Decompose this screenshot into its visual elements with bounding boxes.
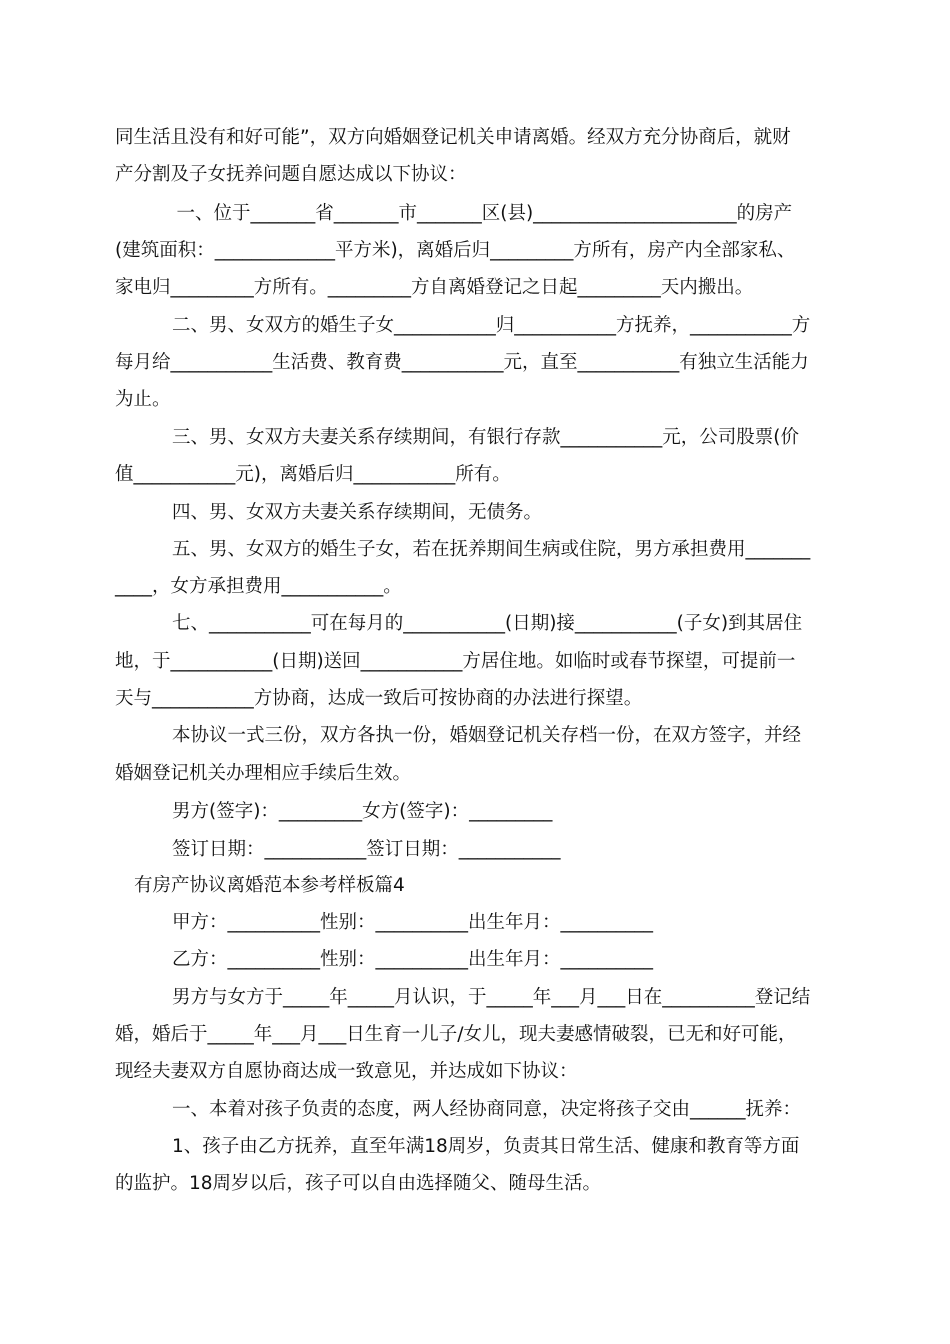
preamble-line: 男方与女方于_____年_____月认识，于_____年___月___日在__________登记结	[172, 987, 811, 1008]
clause-7-line: 七、___________可在每月的___________(日期)接___________(子女)到其居住	[172, 613, 803, 634]
clause-5-line: ____，女方承担费用___________。	[115, 576, 402, 597]
preamble-line: 现经夫妻双方自愿协商达成一致意见，并达成如下协议：	[115, 1061, 578, 1082]
clause-2-line: 为止。	[115, 389, 171, 410]
clause-4-line: 四、男、女双方夫妻关系存续期间，无债务。	[172, 502, 543, 523]
custody-detail-line: 1、孩子由乙方抚养，直至年满18周岁，负责其日常生活、健康和教育等方面	[172, 1136, 800, 1157]
clause-7-line: 地，于___________(日期)送回___________方居住地。如临时或春节探望，可提前一	[115, 651, 796, 672]
clause-2-line: 每月给___________生活费、教育费___________元，直至___________有独立生活能力	[115, 352, 809, 373]
clause-7-line: 天与___________方协商，达成一致后可按协商的办法进行探望。	[115, 688, 643, 709]
clause-3-line: 三、男、女双方夫妻关系存续期间，有银行存款___________元，公司股票(价	[172, 427, 799, 448]
paragraph-line: 同生活且没有和好可能”，双方向婚姻登记机关申请离婚。经双方充分协商后，就财	[115, 127, 791, 148]
party-b-line: 乙方：__________性别：__________出生年月：__________	[172, 949, 654, 970]
clause-1-line: 家电归_________方所有。_________方自离婚登记之日起_________天内搬出。	[115, 277, 754, 298]
clause-1-line: 一、位于_______省_______市_______区(县)______________________的房产	[158, 203, 793, 224]
party-a-line: 甲方：__________性别：__________出生年月：__________	[172, 912, 654, 933]
paragraph-line: 产分割及子女抚养问题自愿达成以下协议：	[115, 164, 467, 185]
clause-2-line: 二、男、女双方的婚生子女___________归___________方抚养，___________方	[172, 315, 811, 336]
clause-5-line: 五、男、女双方的婚生子女，若在抚养期间生病或住院，男方承担费用_______	[172, 539, 811, 560]
agreement-copies-line: 本协议一式三份，双方各执一份，婚姻登记机关存档一份，在双方签字，并经	[172, 725, 802, 746]
agreement-copies-line: 婚姻登记机关办理相应手续后生效。	[115, 763, 412, 784]
custody-clause-line: 一、本着对孩子负责的态度，两人经协商同意，决定将孩子交由______抚养：	[172, 1099, 802, 1120]
sign-date-line: 签订日期：___________签订日期：___________	[172, 839, 561, 860]
clause-1-line: (建筑面积：_____________平方米)，离婚后归_________方所有，房产内全部家私、	[115, 240, 796, 261]
clause-3-line: 值___________元)，离婚后归___________所有。	[115, 464, 511, 485]
section-title: 有房产协议离婚范本参考样板篇4	[134, 875, 405, 896]
signature-line: 男方(签字)：_________女方(签字)：_________	[172, 801, 553, 822]
custody-detail-line: 的监护。18周岁以后，孩子可以自由选择随父、随母生活。	[115, 1173, 602, 1194]
preamble-line: 婚，婚后于_____年___月___日生育一儿子/女儿，现夫妻感情破裂，已无和好可能，	[115, 1024, 797, 1045]
